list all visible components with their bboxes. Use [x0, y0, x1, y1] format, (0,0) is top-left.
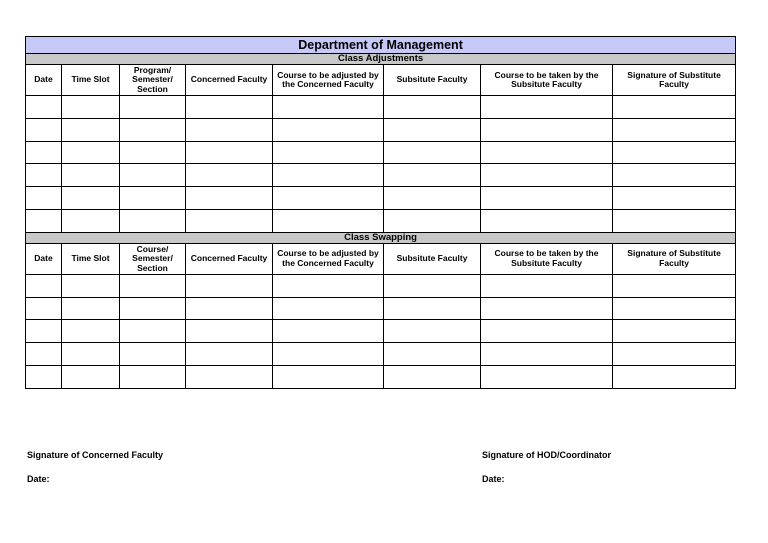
- blank-cell[interactable]: [62, 343, 120, 366]
- blank-cell[interactable]: [120, 365, 186, 388]
- blank-cell[interactable]: [613, 297, 736, 320]
- blank-cell[interactable]: [613, 141, 736, 164]
- column-header: Course to be taken by the Subsitute Faculty: [481, 65, 613, 96]
- column-header-row: [26, 65, 736, 96]
- form-title: Department of Management: [26, 37, 736, 54]
- concerned-faculty-date-label: Date:: [27, 474, 50, 484]
- blank-cell[interactable]: [384, 187, 481, 210]
- blank-cell[interactable]: [120, 343, 186, 366]
- column-header: Date: [26, 243, 62, 274]
- blank-cell[interactable]: [26, 320, 62, 343]
- blank-cell[interactable]: [613, 164, 736, 187]
- blank-cell[interactable]: [273, 118, 384, 141]
- blank-cell[interactable]: [26, 141, 62, 164]
- column-header: Course to be adjusted by the Concerned Faculty: [273, 65, 384, 96]
- blank-cell[interactable]: [26, 164, 62, 187]
- blank-cell[interactable]: [613, 118, 736, 141]
- blank-cell[interactable]: [384, 365, 481, 388]
- blank-cell[interactable]: [273, 365, 384, 388]
- table-row: [26, 320, 736, 343]
- blank-cell[interactable]: [384, 297, 481, 320]
- blank-cell[interactable]: [62, 297, 120, 320]
- blank-cell[interactable]: [273, 187, 384, 210]
- blank-cell[interactable]: [481, 297, 613, 320]
- blank-cell[interactable]: [62, 209, 120, 232]
- blank-cell[interactable]: [186, 209, 273, 232]
- blank-cell[interactable]: [273, 343, 384, 366]
- blank-cell[interactable]: [481, 96, 613, 119]
- blank-cell[interactable]: [613, 320, 736, 343]
- blank-cell[interactable]: [481, 209, 613, 232]
- table-row: [26, 96, 736, 119]
- blank-cell[interactable]: [273, 141, 384, 164]
- blank-cell[interactable]: [120, 141, 186, 164]
- section-title-row: [26, 54, 736, 65]
- column-header: Concerned Faculty: [186, 243, 273, 274]
- blank-cell[interactable]: [62, 141, 120, 164]
- blank-cell[interactable]: [186, 164, 273, 187]
- blank-cell[interactable]: [384, 96, 481, 119]
- blank-cell[interactable]: [186, 141, 273, 164]
- blank-cell[interactable]: [62, 118, 120, 141]
- blank-cell[interactable]: [26, 365, 62, 388]
- blank-cell[interactable]: [481, 365, 613, 388]
- blank-cell[interactable]: [26, 96, 62, 119]
- blank-cell[interactable]: [384, 343, 481, 366]
- blank-cell[interactable]: [62, 187, 120, 210]
- blank-cell[interactable]: [120, 164, 186, 187]
- blank-cell[interactable]: [26, 297, 62, 320]
- section-title: Class Swapping: [26, 232, 736, 243]
- concerned-faculty-signature-label: Signature of Concerned Faculty: [27, 450, 164, 460]
- table-row: [26, 274, 736, 297]
- blank-cell[interactable]: [186, 96, 273, 119]
- blank-cell[interactable]: [481, 118, 613, 141]
- blank-cell[interactable]: [120, 274, 186, 297]
- blank-cell[interactable]: [186, 365, 273, 388]
- column-header: Course to be adjusted by the Concerned Faculty: [273, 243, 384, 274]
- blank-cell[interactable]: [384, 141, 481, 164]
- blank-cell[interactable]: [481, 320, 613, 343]
- blank-cell[interactable]: [481, 343, 613, 366]
- blank-cell[interactable]: [120, 118, 186, 141]
- blank-cell[interactable]: [613, 274, 736, 297]
- blank-cell[interactable]: [613, 209, 736, 232]
- table-row: [26, 365, 736, 388]
- blank-cell[interactable]: [273, 320, 384, 343]
- blank-cell[interactable]: [186, 187, 273, 210]
- blank-cell[interactable]: [613, 96, 736, 119]
- blank-cell[interactable]: [186, 297, 273, 320]
- blank-cell[interactable]: [186, 320, 273, 343]
- blank-cell[interactable]: [120, 320, 186, 343]
- table-row: [26, 118, 736, 141]
- blank-cell[interactable]: [613, 343, 736, 366]
- blank-cell[interactable]: [273, 274, 384, 297]
- table-row: [26, 141, 736, 164]
- blank-cell[interactable]: [26, 118, 62, 141]
- blank-cell[interactable]: [186, 118, 273, 141]
- blank-cell[interactable]: [26, 343, 62, 366]
- blank-cell[interactable]: [481, 274, 613, 297]
- column-header: Signature of Substitute Faculty: [613, 65, 736, 96]
- blank-cell[interactable]: [120, 209, 186, 232]
- blank-cell[interactable]: [481, 187, 613, 210]
- blank-cell[interactable]: [186, 343, 273, 366]
- hod-coordinator-date-label: Date:: [482, 474, 505, 484]
- column-header: Time Slot: [62, 65, 120, 96]
- form-title-row: [26, 37, 736, 54]
- blank-cell[interactable]: [62, 164, 120, 187]
- management-form-table: [25, 36, 736, 389]
- column-header: Program/ Semester/ Section: [120, 65, 186, 96]
- table-row: [26, 343, 736, 366]
- section-title-row: [26, 232, 736, 243]
- table-row: [26, 297, 736, 320]
- blank-cell[interactable]: [273, 209, 384, 232]
- blank-cell[interactable]: [273, 164, 384, 187]
- column-header: Time Slot: [62, 243, 120, 274]
- blank-cell[interactable]: [26, 274, 62, 297]
- blank-cell[interactable]: [613, 187, 736, 210]
- column-header: Date: [26, 65, 62, 96]
- blank-cell[interactable]: [62, 96, 120, 119]
- blank-cell[interactable]: [26, 209, 62, 232]
- column-header: Subsitute Faculty: [384, 243, 481, 274]
- table-row: [26, 209, 736, 232]
- column-header-row: [26, 243, 736, 274]
- blank-cell[interactable]: [481, 141, 613, 164]
- column-header: Subsitute Faculty: [384, 65, 481, 96]
- blank-cell[interactable]: [384, 320, 481, 343]
- table-row: [26, 187, 736, 210]
- column-header: Course to be taken by the Subsitute Faculty: [481, 243, 613, 274]
- blank-cell[interactable]: [62, 365, 120, 388]
- blank-cell[interactable]: [26, 187, 62, 210]
- hod-coordinator-signature-label: Signature of HOD/Coordinator: [482, 450, 611, 460]
- blank-cell[interactable]: [62, 274, 120, 297]
- blank-cell[interactable]: [384, 164, 481, 187]
- blank-cell[interactable]: [384, 274, 481, 297]
- column-header: Concerned Faculty: [186, 65, 273, 96]
- blank-cell[interactable]: [273, 96, 384, 119]
- blank-cell[interactable]: [384, 209, 481, 232]
- blank-cell[interactable]: [120, 96, 186, 119]
- blank-cell[interactable]: [62, 320, 120, 343]
- blank-cell[interactable]: [186, 274, 273, 297]
- blank-cell[interactable]: [120, 297, 186, 320]
- blank-cell[interactable]: [613, 365, 736, 388]
- blank-cell[interactable]: [273, 297, 384, 320]
- column-header: Course/ Semester/ Section: [120, 243, 186, 274]
- table-row: [26, 164, 736, 187]
- blank-cell[interactable]: [481, 164, 613, 187]
- blank-cell[interactable]: [120, 187, 186, 210]
- blank-cell[interactable]: [384, 118, 481, 141]
- column-header: Signature of Substitute Faculty: [613, 243, 736, 274]
- section-title: Class Adjustments: [26, 54, 736, 65]
